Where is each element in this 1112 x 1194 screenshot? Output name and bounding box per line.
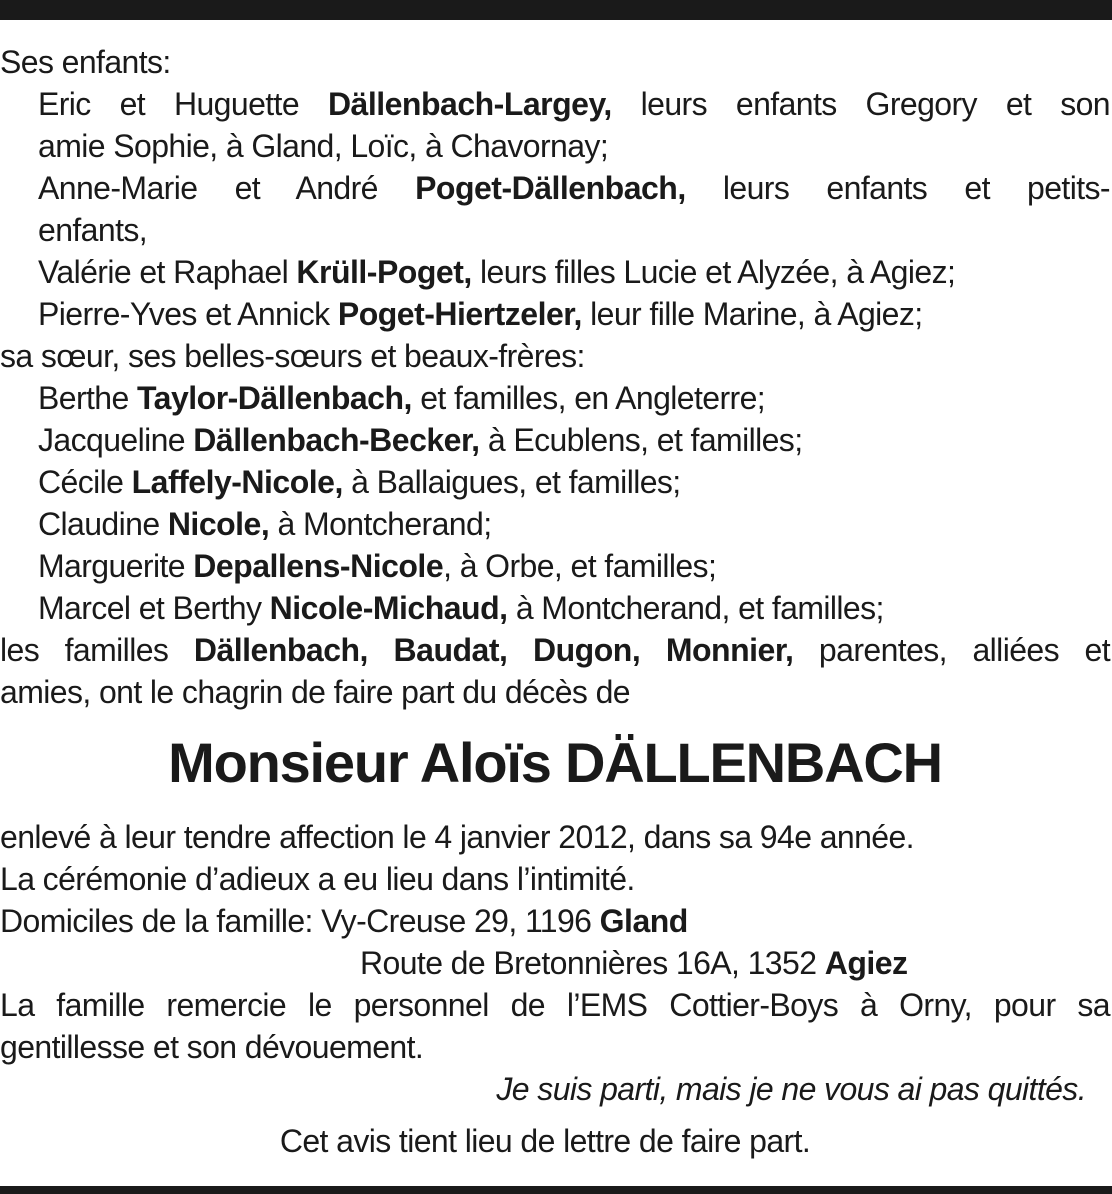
- families-line-continued: amies, ont le chagrin de faire part du décès de: [0, 674, 630, 710]
- sibling-entry-3: Cécile Laffely-Nicole, à Ballaigues, et familles;: [38, 464, 681, 500]
- child-entry-4: Pierre-Yves et Annick Poget-Hiertzeler, leur fille Marine, à Agiez;: [38, 296, 923, 332]
- child-entry-2: Anne-Marie et André Poget-Dällenbach, leurs enfants et petits-: [38, 170, 1110, 206]
- ceremony-line: La cérémonie d’adieux a eu lieu dans l’intimité.: [0, 861, 635, 897]
- family-address-1: Domiciles de la famille: Vy-Creuse 29, 1196 Gland: [0, 903, 688, 939]
- sibling-surname: Taylor-Dällenbach,: [136, 380, 412, 416]
- sibling-entry-5: Marguerite Depallens-Nicole, à Orbe, et familles;: [38, 548, 717, 584]
- child-entry-1-continued: amie Sophie, à Gland, Loïc, à Chavornay;: [38, 128, 609, 164]
- sibling-surname: Nicole,: [167, 506, 270, 542]
- child-entry-3: Valérie et Raphael Krüll-Poget, leurs filles Lucie et Alyzée, à Agiez;: [38, 254, 956, 290]
- families-line: les familles Dällenbach, Baudat, Dugon, Monnier, parentes, alliées et: [0, 632, 1111, 668]
- bottom-rule: [0, 1186, 1112, 1194]
- child-entry-2-continued: enfants,: [38, 212, 148, 248]
- sibling-entry-6: Marcel et Berthy Nicole-Michaud, à Montcherand, et familles;: [38, 590, 884, 626]
- sibling-surname: Laffely-Nicole,: [131, 464, 343, 500]
- farewell-quote: Je suis parti, mais je ne vous ai pas quittés.: [496, 1071, 1086, 1107]
- child-entry-1: Eric et Huguette Dällenbach-Largey, leurs enfants Gregory et son: [38, 86, 1110, 122]
- sibling-entry-4: Claudine Nicole, à Montcherand;: [38, 506, 492, 542]
- thanks-line-2: gentillesse et son dévouement.: [0, 1029, 424, 1065]
- thanks-line-1: La famille remercie le personnel de l’EMS Cottier-Boys à Orny, pour sa: [0, 987, 1110, 1023]
- family-names: Dällenbach, Baudat, Dugon, Monnier,: [193, 632, 794, 668]
- sibling-entry-1: Berthe Taylor-Dällenbach, et familles, en Angleterre;: [38, 380, 766, 416]
- deceased-name: Monsieur Aloïs DÄLLENBACH: [168, 731, 942, 794]
- sibling-surname: Depallens-Nicole: [193, 548, 444, 584]
- death-line: enlevé à leur tendre affection le 4 janvier 2012, dans sa 94e année.: [0, 819, 914, 855]
- child-surname: Poget-Dällenbach,: [415, 170, 686, 206]
- child-surname: Poget-Hiertzeler,: [337, 296, 582, 332]
- siblings-heading: sa sœur, ses belles-sœurs et beaux-frères:: [0, 338, 585, 374]
- city-gland: Gland: [599, 903, 688, 939]
- sibling-surname: Dällenbach-Becker,: [193, 422, 480, 458]
- children-heading: Ses enfants:: [0, 44, 171, 80]
- family-address-2: Route de Bretonnières 16A, 1352 Agiez: [360, 945, 908, 981]
- city-agiez: Agiez: [824, 945, 908, 981]
- closing-note: Cet avis tient lieu de lettre de faire part.: [279, 1123, 811, 1159]
- child-surname: Dällenbach-Largey,: [327, 86, 612, 122]
- sibling-entry-2: Jacqueline Dällenbach-Becker, à Ecublens, et familles;: [38, 422, 803, 458]
- death-notice: [0, 41, 1110, 1162]
- child-surname: Krüll-Poget,: [296, 254, 472, 290]
- sibling-surname: Nicole-Michaud,: [269, 590, 508, 626]
- top-rule: [0, 0, 1112, 20]
